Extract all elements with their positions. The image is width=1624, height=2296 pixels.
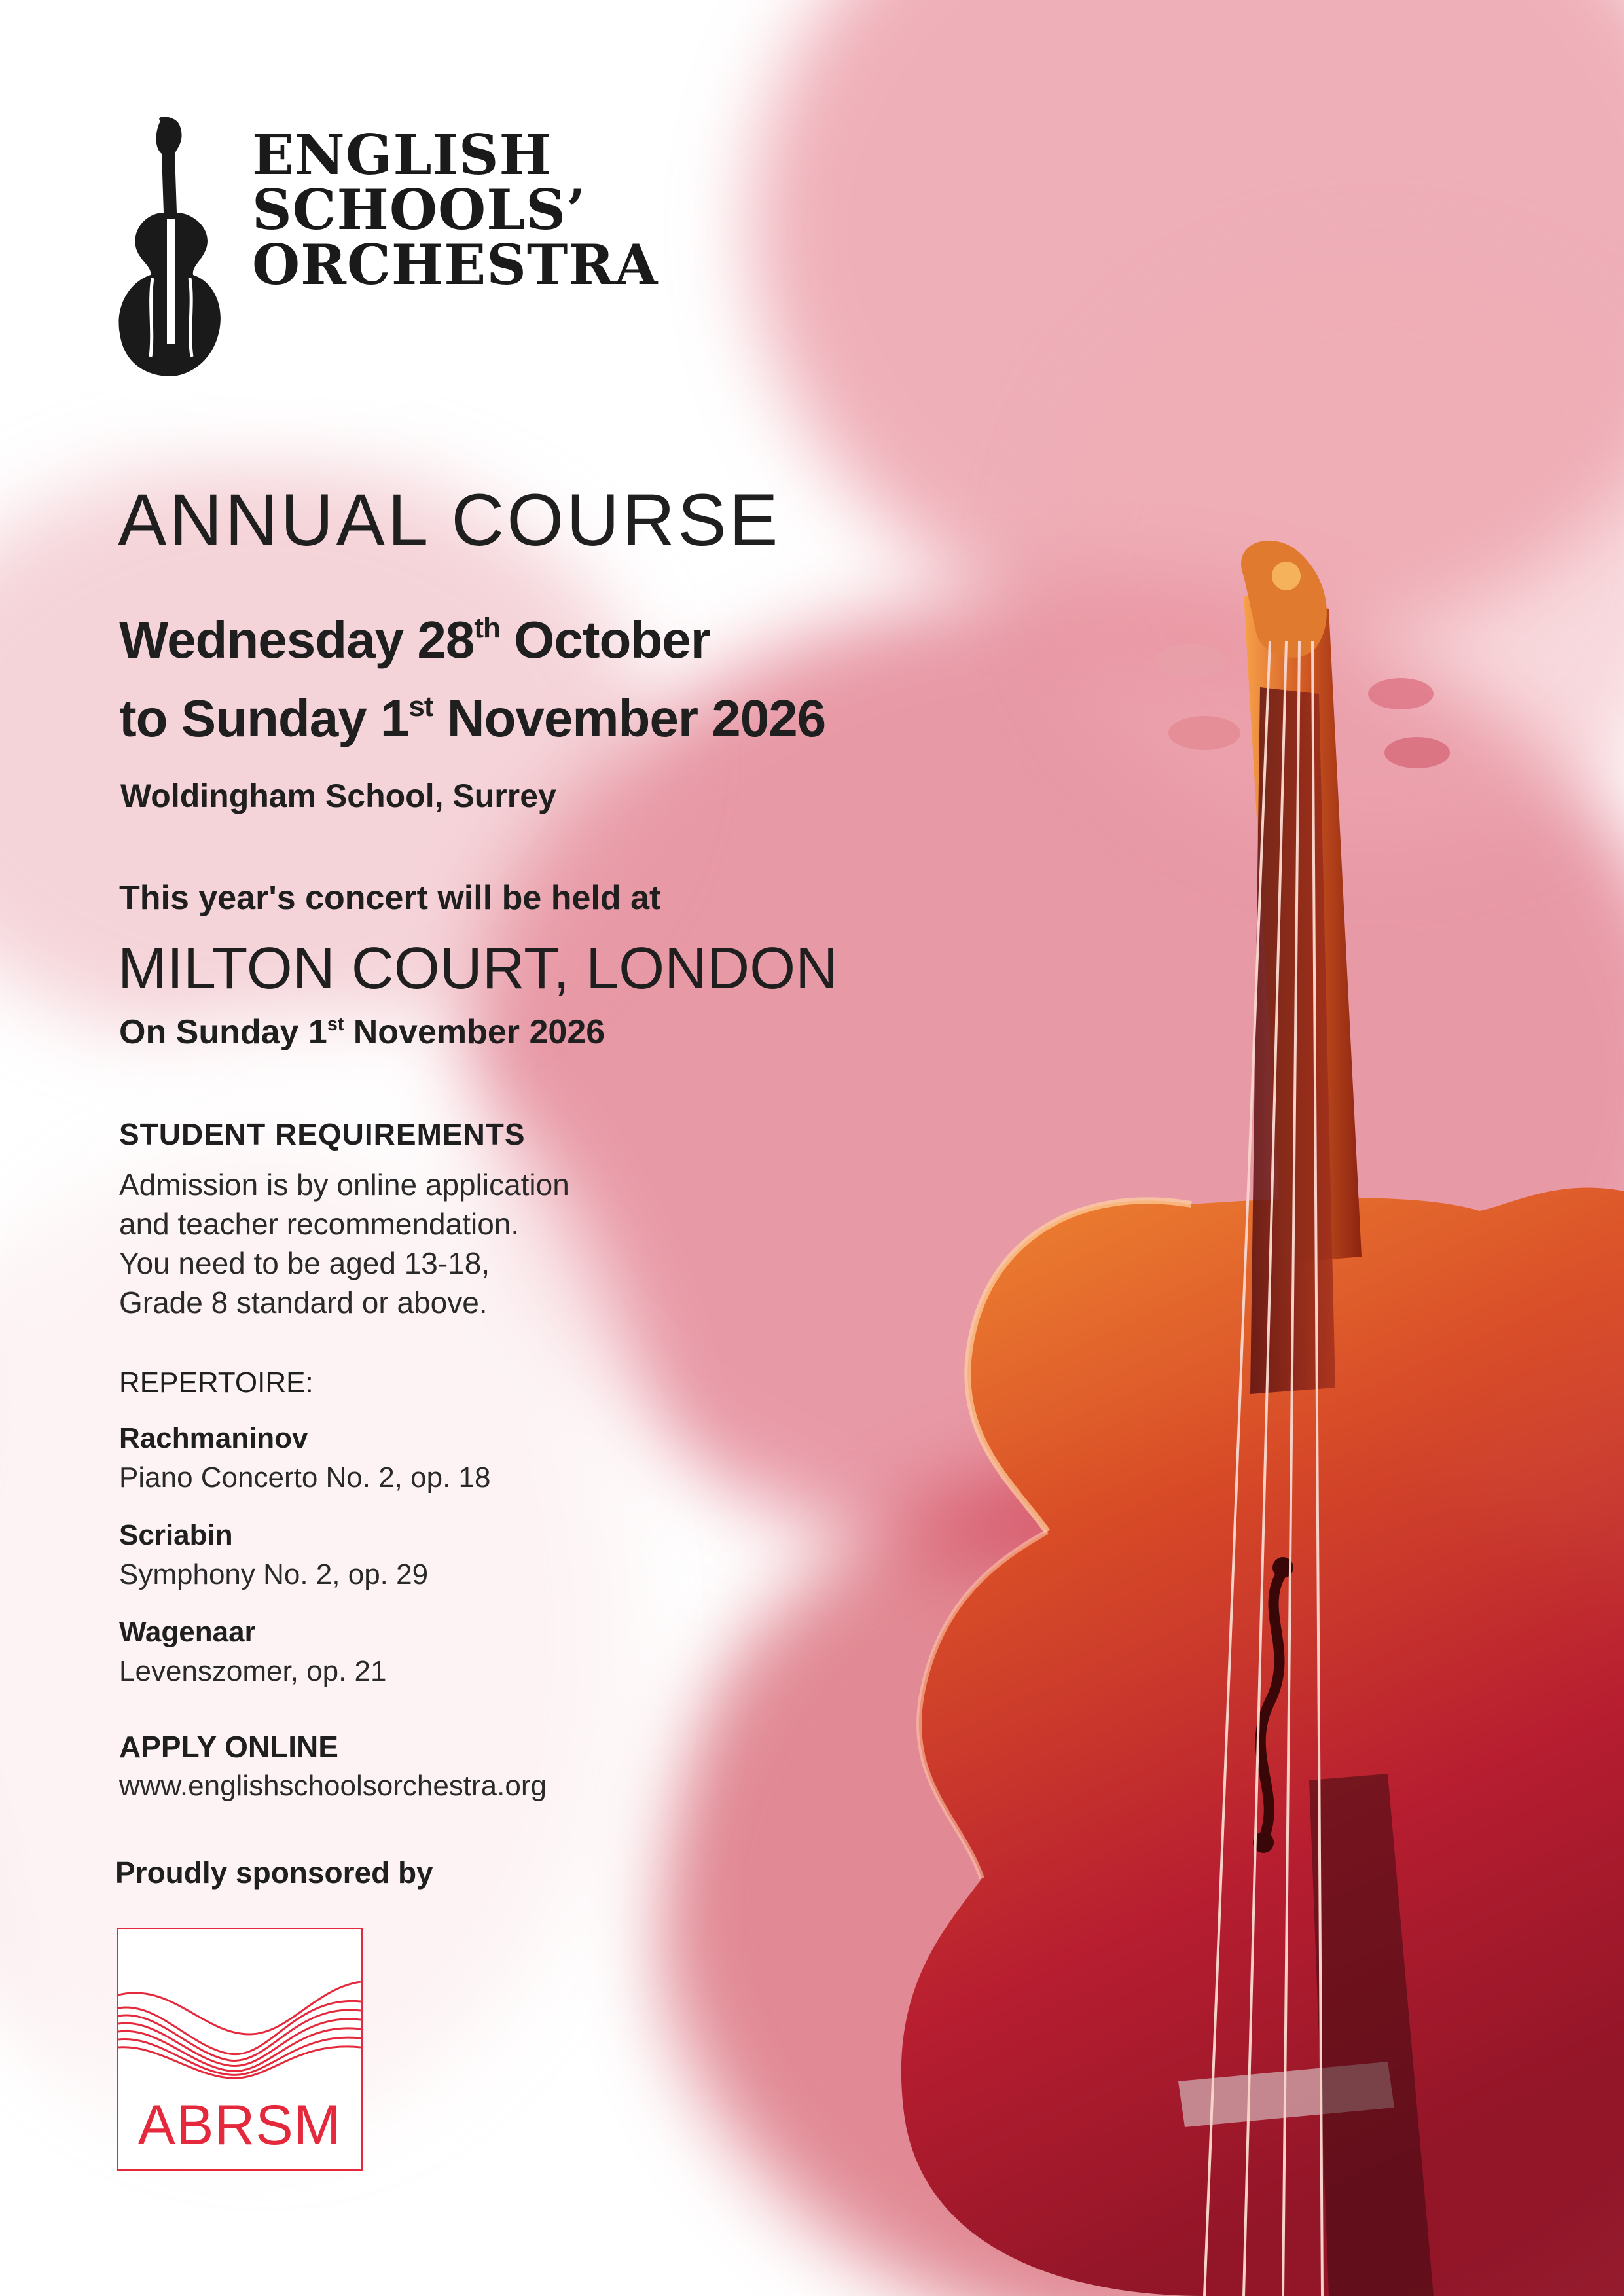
organization-name [252,122,659,297]
requirements-heading: STUDENT REQUIREMENTS [119,1117,526,1151]
concert-date: On Sunday 1st November 2026 [119,1013,605,1051]
repertoire-heading: REPERTOIRE: [119,1367,314,1399]
sponsor-name: ABRSM [137,2094,342,2157]
requirements-line: You need to be aged 13-18, [119,1246,490,1280]
repertoire-item [119,1516,490,1594]
requirements-line: and teacher recommendation. [119,1207,520,1241]
violin-illustration [707,537,1624,2296]
sponsor-label: Proudly sponsored by [115,1856,433,1890]
course-end-date: to Sunday 1st November 2026 [119,689,826,747]
concert-intro: This year's concert will be held at [119,879,661,917]
work-title: Symphony No. 2, op. 29 [119,1558,429,1590]
organization-name-line: ORCHESTRA [252,232,659,297]
abrsm-logo [117,1928,363,2171]
organization-name-line: ENGLISH [252,122,552,187]
work-title: Levenszomer, op. 21 [119,1655,387,1687]
requirements-text [119,1165,569,1322]
apply-url-link[interactable]: www.englishschoolsorchestra.org [119,1770,547,1802]
repertoire-list [119,1419,490,1710]
apply-heading: APPLY ONLINE [119,1730,338,1764]
organization-name-line: SCHOOLS’ [252,177,586,242]
requirements-line: Grade 8 standard or above. [119,1285,488,1319]
composer-name: Rachmaninov [119,1422,308,1454]
work-title: Piano Concerto No. 2, op. 18 [119,1462,491,1494]
course-start-date: Wednesday 28th October [119,611,710,669]
violin-silhouette-icon [115,115,226,376]
repertoire-item [119,1613,490,1691]
composer-name: Wagenaar [119,1616,256,1648]
concert-venue: MILTON COURT, LONDON [118,936,839,1001]
orchestra-logo [115,115,835,389]
course-venue: Woldingham School, Surrey [120,778,556,814]
composer-name: Scriabin [119,1519,233,1551]
course-title: ANNUAL COURSE [118,479,781,561]
repertoire-item [119,1419,490,1498]
wave-lines-icon [118,1956,361,2087]
requirements-line: Admission is by online application [119,1168,569,1202]
